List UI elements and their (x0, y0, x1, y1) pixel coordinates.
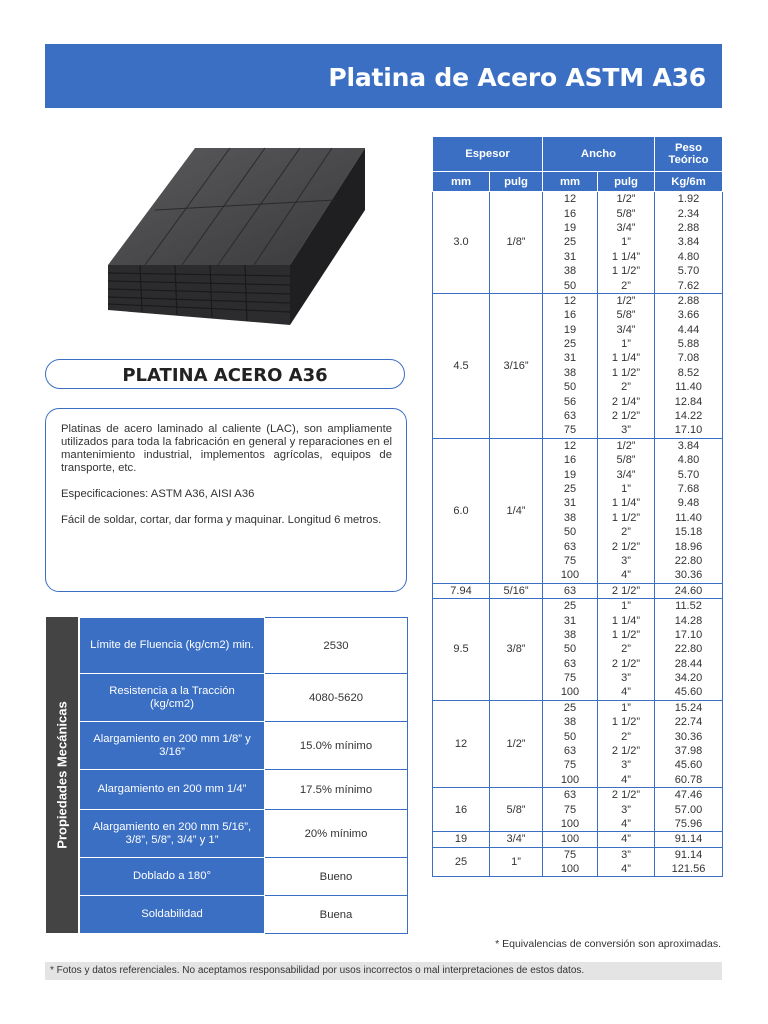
ancho-pulg-cell: 2” (598, 729, 655, 743)
subheader-mm: mm (543, 172, 598, 192)
ancho-pulg-cell: 2 1/2” (598, 539, 655, 553)
ancho-mm-cell: 75 (543, 554, 598, 568)
peso-cell: 14.22 (655, 409, 723, 423)
description-box (45, 408, 407, 592)
ancho-mm-cell: 25 (543, 700, 598, 715)
ancho-mm-cell: 63 (543, 744, 598, 758)
espesor-mm-cell: 25 (433, 847, 490, 877)
peso-cell: 2.34 (655, 206, 723, 220)
espesor-pulg-cell: 1” (490, 847, 543, 877)
ancho-pulg-cell: 1 1/4” (598, 613, 655, 627)
ancho-mm-cell: 31 (543, 351, 598, 365)
ancho-mm-cell: 16 (543, 206, 598, 220)
ancho-mm-cell: 50 (543, 642, 598, 656)
peso-cell: 121.56 (655, 862, 723, 877)
peso-cell: 11.40 (655, 380, 723, 394)
peso-cell: 18.96 (655, 539, 723, 553)
ancho-mm-cell: 31 (543, 496, 598, 510)
ancho-pulg-cell: 1 1/4” (598, 496, 655, 510)
disclaimer-footer: * Fotos y datos referenciales. No aceptamos responsabilidad por usos incorrectos o mal interpretaciones de estos datos. (45, 962, 722, 980)
ancho-pulg-cell: 2 1/4” (598, 394, 655, 408)
peso-cell: 91.14 (655, 847, 723, 862)
subheader-kg: Kg/6m (655, 172, 723, 192)
subheader-pulg: pulg (598, 172, 655, 192)
ancho-pulg-cell: 1/2” (598, 438, 655, 453)
header-banner (45, 44, 722, 108)
peso-cell: 45.60 (655, 685, 723, 700)
espesor-mm-cell: 7.94 (433, 583, 490, 598)
subheader-mm: mm (433, 172, 490, 192)
ancho-pulg-cell: 3” (598, 802, 655, 816)
property-label: Límite de Fluencia (kg/cm2) min. (80, 618, 265, 674)
ancho-mm-cell: 25 (543, 482, 598, 496)
property-label: Alargamiento en 200 mm 1/4” (80, 770, 265, 810)
ancho-pulg-cell: 1 1/2” (598, 511, 655, 525)
espesor-mm-cell: 12 (433, 700, 490, 787)
ancho-pulg-cell: 1 1/2” (598, 715, 655, 729)
ancho-mm-cell: 31 (543, 250, 598, 264)
ancho-pulg-cell: 3/4” (598, 467, 655, 481)
header-peso: Peso Teórico (655, 137, 723, 172)
peso-cell: 9.48 (655, 496, 723, 510)
page-title: Platina de Acero ASTM A36 (328, 63, 706, 92)
ancho-mm-cell: 38 (543, 715, 598, 729)
ancho-mm-cell: 63 (543, 788, 598, 803)
ancho-mm-cell: 50 (543, 729, 598, 743)
ancho-mm-cell: 75 (543, 423, 598, 438)
ancho-mm-cell: 63 (543, 539, 598, 553)
ancho-pulg-cell: 4” (598, 685, 655, 700)
property-row (80, 618, 408, 674)
ancho-pulg-cell: 1 1/2” (598, 628, 655, 642)
ancho-pulg-cell: 4” (598, 568, 655, 583)
ancho-pulg-cell: 3” (598, 847, 655, 862)
ancho-mm-cell: 19 (543, 323, 598, 337)
table-row (433, 832, 723, 847)
property-value: 4080-5620 (265, 674, 408, 722)
header-ancho: Ancho (543, 137, 655, 172)
ancho-mm-cell: 25 (543, 598, 598, 613)
property-value: 20% mínimo (265, 810, 408, 858)
ancho-mm-cell: 50 (543, 278, 598, 293)
ancho-pulg-cell: 4” (598, 773, 655, 788)
ancho-pulg-cell: 5/8” (598, 453, 655, 467)
peso-cell: 37.98 (655, 744, 723, 758)
peso-cell: 4.44 (655, 323, 723, 337)
ancho-mm-cell: 75 (543, 758, 598, 772)
peso-cell: 7.68 (655, 482, 723, 496)
ancho-pulg-cell: 2” (598, 380, 655, 394)
peso-cell: 24.60 (655, 583, 723, 598)
peso-cell: 91.14 (655, 832, 723, 847)
peso-cell: 47.46 (655, 788, 723, 803)
ancho-mm-cell: 19 (543, 467, 598, 481)
property-value: 15.0% mínimo (265, 722, 408, 770)
peso-cell: 11.52 (655, 598, 723, 613)
ancho-mm-cell: 38 (543, 264, 598, 278)
properties-table (79, 617, 408, 934)
espesor-pulg-cell: 3/4” (490, 832, 543, 847)
ancho-pulg-cell: 5/8” (598, 308, 655, 322)
property-value: Buena (265, 896, 408, 934)
property-value: 2530 (265, 618, 408, 674)
peso-cell: 34.20 (655, 671, 723, 685)
peso-cell: 4.80 (655, 250, 723, 264)
ancho-mm-cell: 100 (543, 568, 598, 583)
table-row (433, 583, 723, 598)
table-row (433, 700, 723, 715)
conversion-note: * Equivalencias de conversión son aproximadas. (495, 938, 721, 950)
property-value: 17.5% mínimo (265, 770, 408, 810)
ancho-mm-cell: 50 (543, 380, 598, 394)
ancho-pulg-cell: 1” (598, 235, 655, 249)
ancho-mm-cell: 75 (543, 847, 598, 862)
ancho-pulg-cell: 1 1/2” (598, 264, 655, 278)
ancho-mm-cell: 100 (543, 685, 598, 700)
ancho-pulg-cell: 5/8” (598, 206, 655, 220)
property-label: Alargamiento en 200 mm 5/16”, 3/8”, 5/8”, 3/4” y 1” (80, 810, 265, 858)
ancho-pulg-cell: 3/4” (598, 323, 655, 337)
peso-cell: 60.78 (655, 773, 723, 788)
peso-cell: 2.88 (655, 293, 723, 308)
espesor-pulg-cell: 1/2” (490, 700, 543, 787)
ancho-mm-cell: 100 (543, 817, 598, 832)
peso-cell: 22.74 (655, 715, 723, 729)
ancho-mm-cell: 12 (543, 192, 598, 207)
espesor-mm-cell: 9.5 (433, 598, 490, 700)
peso-cell: 7.62 (655, 278, 723, 293)
peso-cell: 22.80 (655, 554, 723, 568)
peso-cell: 17.10 (655, 628, 723, 642)
property-row (80, 810, 408, 858)
peso-cell: 3.66 (655, 308, 723, 322)
ancho-pulg-cell: 1” (598, 700, 655, 715)
espesor-pulg-cell: 1/8” (490, 192, 543, 294)
espesor-mm-cell: 19 (433, 832, 490, 847)
espesor-mm-cell: 16 (433, 788, 490, 832)
ancho-pulg-cell: 1” (598, 598, 655, 613)
ancho-pulg-cell: 2 1/2” (598, 657, 655, 671)
ancho-mm-cell: 100 (543, 862, 598, 877)
ancho-mm-cell: 63 (543, 657, 598, 671)
table-row (433, 847, 723, 862)
table-row (433, 293, 723, 308)
ancho-pulg-cell: 4” (598, 817, 655, 832)
peso-cell: 5.70 (655, 264, 723, 278)
ancho-pulg-cell: 1 1/4” (598, 250, 655, 264)
ancho-pulg-cell: 3” (598, 671, 655, 685)
ancho-mm-cell: 31 (543, 613, 598, 627)
ancho-mm-cell: 38 (543, 366, 598, 380)
peso-cell: 22.80 (655, 642, 723, 656)
property-label: Resistencia a la Tracción (kg/cm2) (80, 674, 265, 722)
ancho-pulg-cell: 3” (598, 423, 655, 438)
ancho-mm-cell: 38 (543, 511, 598, 525)
steel-bars-photo (100, 140, 370, 340)
table-row (433, 438, 723, 453)
property-label: Soldabilidad (80, 896, 265, 934)
specifications-paragraph: Especificaciones: ASTM A36, AISI A36 (61, 488, 255, 500)
espesor-pulg-cell: 1/4” (490, 438, 543, 583)
ancho-mm-cell: 56 (543, 394, 598, 408)
property-row (80, 858, 408, 896)
ancho-pulg-cell: 2 1/2” (598, 744, 655, 758)
ancho-mm-cell: 63 (543, 409, 598, 423)
peso-cell: 45.60 (655, 758, 723, 772)
espesor-mm-cell: 6.0 (433, 438, 490, 583)
peso-cell: 4.80 (655, 453, 723, 467)
ancho-mm-cell: 12 (543, 293, 598, 308)
espesor-pulg-cell: 5/8” (490, 788, 543, 832)
peso-cell: 75.96 (655, 817, 723, 832)
peso-cell: 3.84 (655, 438, 723, 453)
ancho-mm-cell: 50 (543, 525, 598, 539)
table-row (433, 788, 723, 803)
ancho-pulg-cell: 1/2” (598, 192, 655, 207)
ancho-mm-cell: 100 (543, 832, 598, 847)
ancho-pulg-cell: 4” (598, 862, 655, 877)
peso-cell: 57.00 (655, 802, 723, 816)
ancho-mm-cell: 12 (543, 438, 598, 453)
dimensions-table-body (433, 192, 723, 877)
description-paragraph: Platinas de acero laminado al caliente (LAC), son ampliamente utilizados para toda la fabricación en general y reparaciones en el mantenimiento industrial, implementos agrícolas, equipos de transporte, etc. (61, 423, 392, 474)
ancho-mm-cell: 63 (543, 583, 598, 598)
property-row (80, 722, 408, 770)
ancho-pulg-cell: 1” (598, 337, 655, 351)
property-label: Doblado a 180° (80, 858, 265, 896)
dimensions-table (432, 136, 723, 877)
peso-cell: 7.08 (655, 351, 723, 365)
property-row (80, 770, 408, 810)
espesor-mm-cell: 4.5 (433, 293, 490, 438)
header-espesor: Espesor (433, 137, 543, 172)
espesor-pulg-cell: 5/16” (490, 583, 543, 598)
espesor-pulg-cell: 3/16” (490, 293, 543, 438)
espesor-pulg-cell: 3/8” (490, 598, 543, 700)
property-label: Alargamiento en 200 mm 1/8” y 3/16” (80, 722, 265, 770)
peso-cell: 30.36 (655, 568, 723, 583)
ancho-pulg-cell: 4” (598, 832, 655, 847)
product-title: PLATINA ACERO A36 (45, 359, 405, 389)
subheader-pulg: pulg (490, 172, 543, 192)
ancho-mm-cell: 75 (543, 802, 598, 816)
property-row (80, 896, 408, 934)
peso-cell: 15.24 (655, 700, 723, 715)
peso-cell: 14.28 (655, 613, 723, 627)
ancho-mm-cell: 19 (543, 221, 598, 235)
properties-side-label: Propiedades Mecánicas (46, 617, 78, 933)
ancho-mm-cell: 25 (543, 235, 598, 249)
table-row (433, 192, 723, 207)
peso-cell: 5.88 (655, 337, 723, 351)
ancho-pulg-cell: 2” (598, 525, 655, 539)
peso-cell: 11.40 (655, 511, 723, 525)
mechanical-properties (46, 617, 408, 933)
ancho-mm-cell: 16 (543, 308, 598, 322)
ancho-pulg-cell: 1/2” (598, 293, 655, 308)
ancho-pulg-cell: 3” (598, 758, 655, 772)
peso-cell: 12.84 (655, 394, 723, 408)
peso-cell: 17.10 (655, 423, 723, 438)
ancho-pulg-cell: 2 1/2” (598, 409, 655, 423)
ancho-pulg-cell: 1 1/2” (598, 366, 655, 380)
peso-cell: 30.36 (655, 729, 723, 743)
ancho-mm-cell: 38 (543, 628, 598, 642)
ancho-pulg-cell: 2 1/2” (598, 788, 655, 803)
peso-cell: 3.84 (655, 235, 723, 249)
peso-cell: 1.92 (655, 192, 723, 207)
ancho-mm-cell: 75 (543, 671, 598, 685)
peso-cell: 15.18 (655, 525, 723, 539)
ancho-pulg-cell: 1 1/4” (598, 351, 655, 365)
peso-cell: 2.88 (655, 221, 723, 235)
ancho-pulg-cell: 1” (598, 482, 655, 496)
table-row (433, 598, 723, 613)
ancho-mm-cell: 16 (543, 453, 598, 467)
ancho-pulg-cell: 2 1/2” (598, 583, 655, 598)
ancho-pulg-cell: 2” (598, 642, 655, 656)
ancho-pulg-cell: 3” (598, 554, 655, 568)
workability-paragraph: Fácil de soldar, cortar, dar forma y maquinar. Longitud 6 metros. (61, 514, 382, 526)
peso-cell: 5.70 (655, 467, 723, 481)
ancho-mm-cell: 100 (543, 773, 598, 788)
property-row (80, 674, 408, 722)
peso-cell: 28.44 (655, 657, 723, 671)
ancho-pulg-cell: 2” (598, 278, 655, 293)
espesor-mm-cell: 3.0 (433, 192, 490, 294)
ancho-mm-cell: 25 (543, 337, 598, 351)
peso-cell: 8.52 (655, 366, 723, 380)
property-value: Bueno (265, 858, 408, 896)
ancho-pulg-cell: 3/4” (598, 221, 655, 235)
